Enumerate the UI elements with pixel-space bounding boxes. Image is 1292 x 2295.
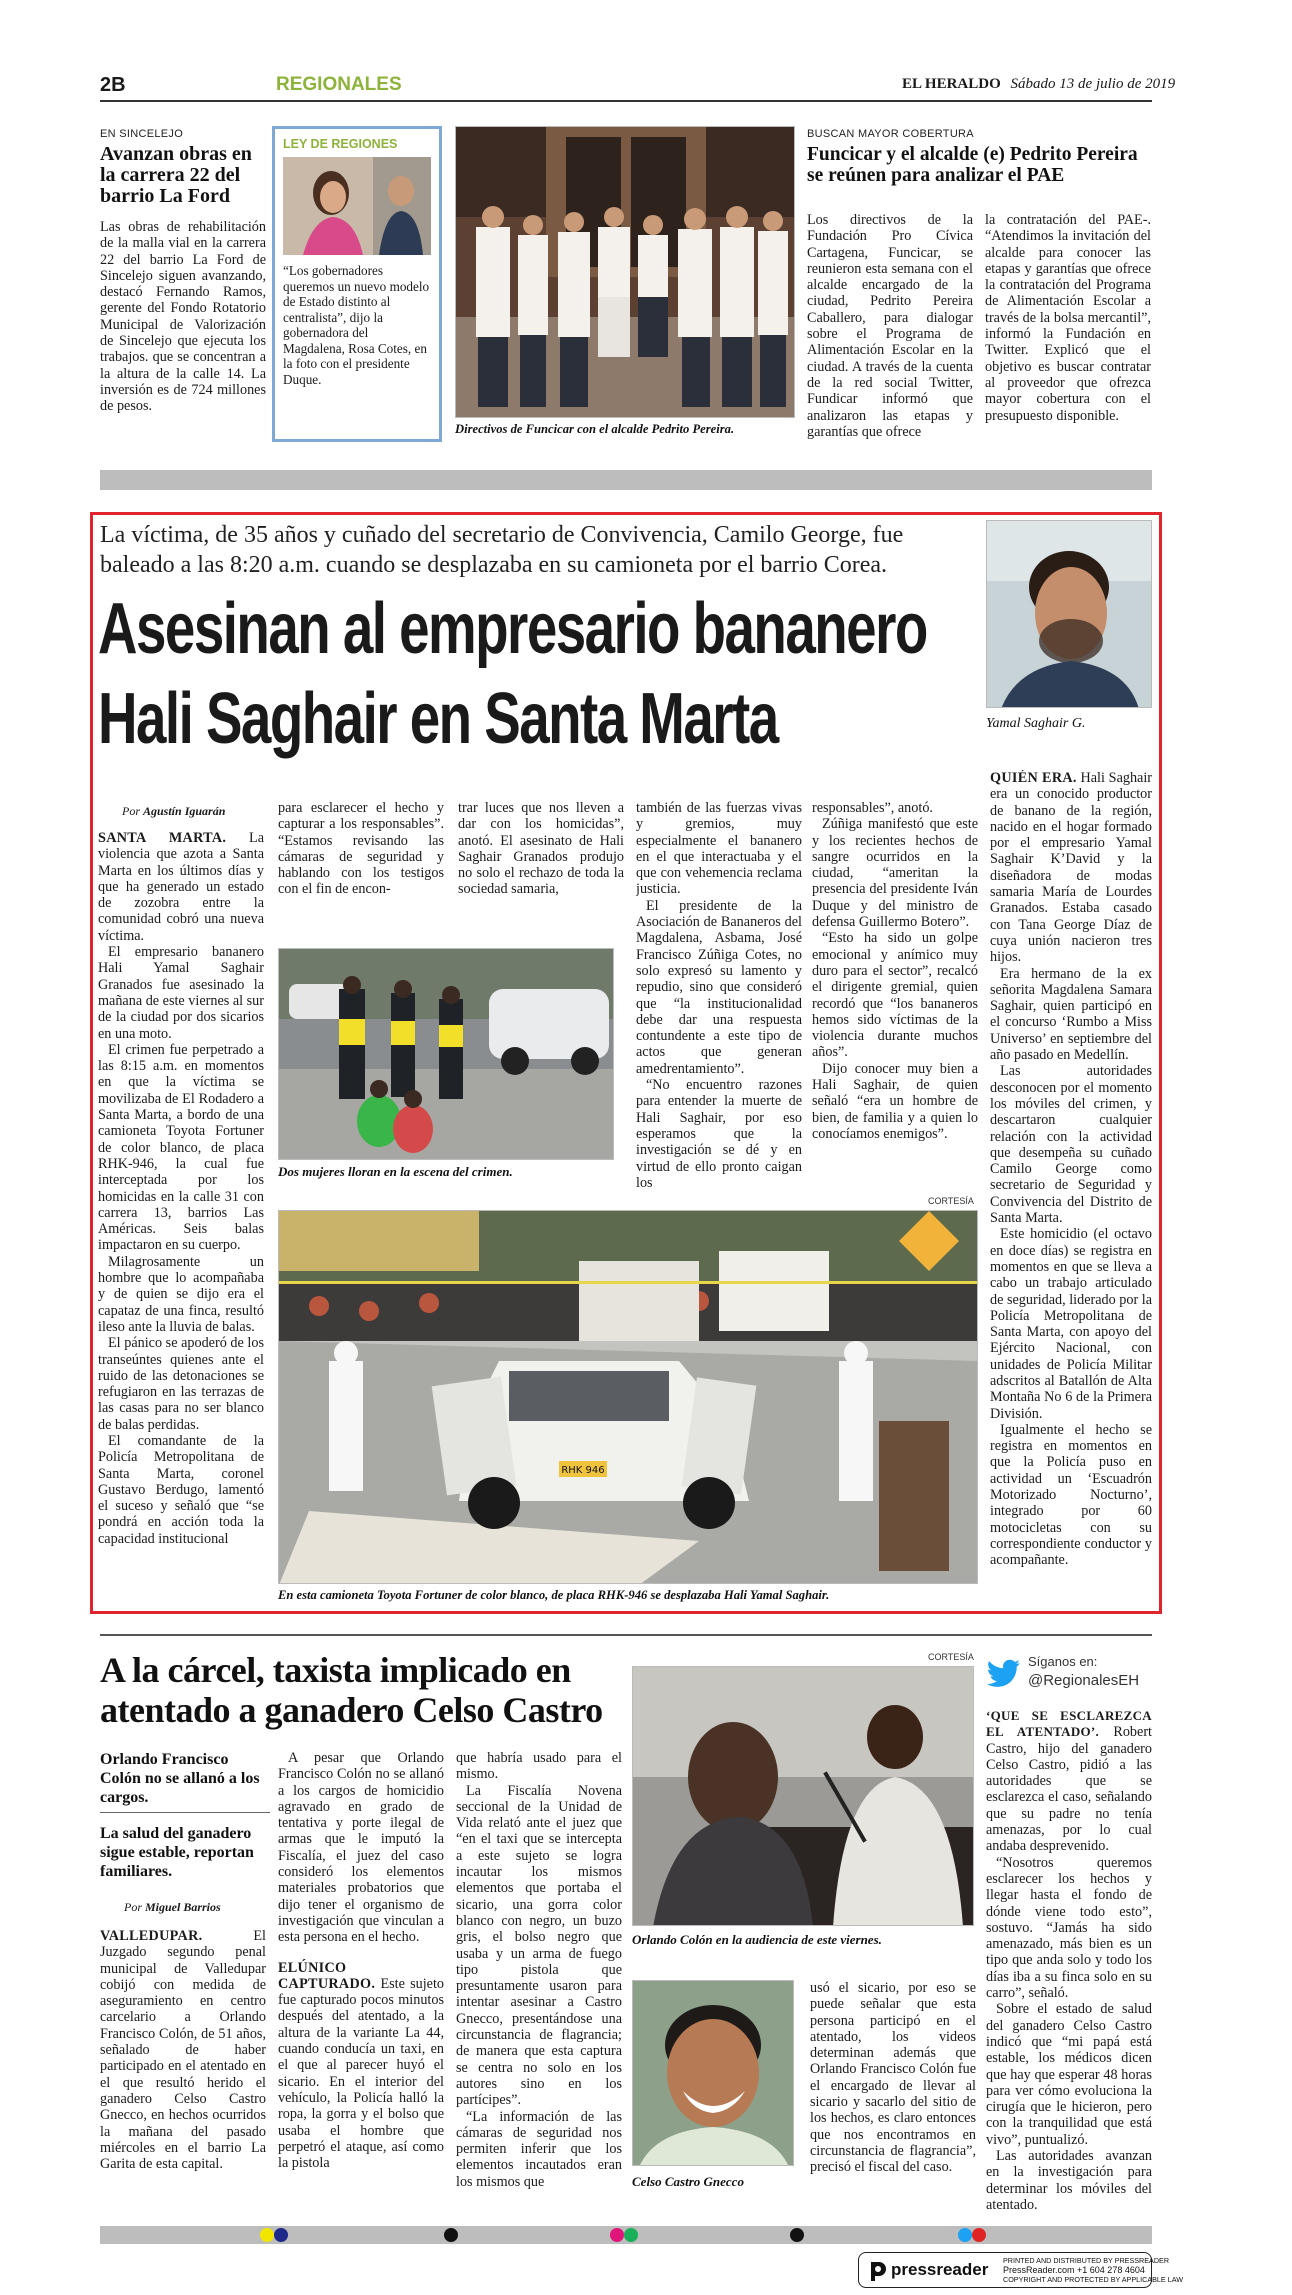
main-col5: [812, 800, 978, 1200]
twitter-handle[interactable]: @RegionalesEH: [1028, 1672, 1140, 1689]
photo2-caption: En esta camioneta Toyota Fortuner de color blanco, de placa RHK-946 se desplazaba Hali Yamal Saghair.: [278, 1588, 830, 1602]
main-col6: [990, 770, 1152, 1606]
headline: Avanzan obras en la carrera 22 del barrio La Ford: [100, 143, 252, 207]
paragraph: El empresario bananero Hali Yamal Saghair Granados fue asesinado la mañana de este viernes al sur de la ciudad por dos sicarios en una moto.: [98, 944, 264, 1042]
bottom-headline: [100, 1650, 660, 1730]
paragraph: responsables”, anotó.: [812, 800, 933, 816]
reg-dot: [972, 2228, 986, 2242]
box-label: LEY DE REGIONES: [283, 137, 398, 151]
byline-prefix: Por: [122, 804, 140, 818]
main-col1: [98, 830, 264, 1606]
paragraph: “Nosotros queremos esclarecer los hechos y llegar hasta el fondo de dónde viene todo esto”, sostuvo. “Jamás ha sido amenazado, más bien es un tipo que anda solo y todo los días iba a su finca solo en su carro”, señaló.: [986, 1854, 1152, 2002]
registration-marks: [100, 2228, 1152, 2242]
paragraph: Sobre el estado de salud del ganadero Celso Castro indicó que “mi papá está estable, los médicos dicen que hay que esperar 48 horas para ver cómo evoluciona la cirugía que le hicieron, pero con la tranquilidad que está vivo”, puntualizó.: [986, 2001, 1152, 2148]
subhead-1: Orlando Francisco Colón no se allanó a los cargos.: [100, 1751, 260, 1806]
governor-photo: [283, 157, 431, 255]
bottom-col3: [456, 1750, 622, 2218]
issue-date: Sábado 13 de julio de 2019: [1010, 76, 1176, 92]
license-plate: RHK 946: [561, 1465, 605, 1476]
twitter-bird-icon: [986, 1658, 1022, 1688]
subhead: QUIÉN ERA.: [990, 770, 1077, 786]
headline-line1: A la cárcel, taxista implicado en: [100, 1650, 571, 1690]
portrait-caption: Yamal Saghair G.: [986, 716, 1086, 731]
dateline: SANTA MARTA.: [98, 830, 227, 846]
paragraph: Dijo conocer muy bien a Hali Saghair, de quien señaló “era un hombre de bien, de familia y a quien lo conocíamos enemigos”.: [812, 1060, 978, 1142]
celso-portrait: [632, 1980, 794, 2166]
hearing-photo-caption: Orlando Colón en la audiencia de este viernes.: [632, 1932, 882, 1947]
bottom-photo-credit: CORTESÍA: [928, 1652, 974, 1662]
bottom-col4: usó el sicario, por eso se puede señalar que esta persona participó en el atentado, los videos determinan además que Orlando Francisco Colón fue el encargado de llevar al sicario y sacarlo del sitio de los hechos, es claro entonces que nos encontramos en circunstancia de flagrancia”, precisó el fiscal del caso.: [810, 1980, 976, 2176]
paragraph: Robert Castro, hijo del ganadero Celso Castro, pidió a las autoridades que se esclarezca el caso, señalando que su padre no tenía amenazas, por lo cual andaba desprevenido.: [986, 1724, 1152, 1855]
main-byline: [122, 804, 225, 819]
victim-portrait: [986, 520, 1152, 708]
bottom-col1: [100, 1928, 266, 2218]
main-col3: trar luces que nos lleven a dar con los homicidas”, anotó. El asesinato de Hali Saghair Granados produjo no solo el rechazo de toda la sociedad samaria,: [458, 800, 624, 898]
victim-portrait-image: [987, 521, 1152, 708]
main-deck: La víctima, de 35 años y cuñado del secretario de Convivencia, Camilo George, fue baleado a las 8:20 a.m. cuando se desplazaba en su camioneta por el barrio Corea.: [100, 522, 904, 578]
paragraph: Zúñiga manifestó que este y los recientes hechos de sangre ocurridos en la ciudad, “ameritan la presencia del presidente Iván Duque y del ministro de defensa Guillermo Botero”.: [812, 816, 978, 931]
main-col4: [636, 800, 802, 1200]
celso-portrait-caption: Celso Castro Gnecco: [632, 2174, 744, 2189]
paragraph: El pánico se apoderó de los transeúntes quienes ante el ruido de las detonaciones se refugiaron en las terrazas de las casas para no ser blanco de balas perdidas.: [98, 1335, 264, 1433]
paragraph: Este homicidio (el octavo en doce días) se registra en momentos en que se lleva a cabo un trabajo articulado de seguridad, liderado por la Policía Metropolitana de Santa Marta, con apoyo del Ejército Nacional, con unidades de Policía Militar adscritos al Batallón de Alta Montaña No 6 de la Primera División.: [990, 1226, 1152, 1422]
photo-caption: Directivos de Funcicar con el alcalde Pedrito Pereira.: [455, 422, 735, 436]
reg-dot: [624, 2228, 638, 2242]
hearing-photo: [632, 1666, 974, 1926]
section-divider: [100, 470, 1152, 490]
paragraph: Era hermano de la ex señorita Magdalena Samara Saghair, quien participó en el concurso ‘Rumbo a Miss Universo’ en septiembre del año pasado en Medellín.: [990, 965, 1152, 1064]
paragraph: “Esto ha sido un golpe emocional y anímico muy duro para el sector”, recalcó el dirigente gremial, quien recordó que “los bananeros hemos sido víctimas de la violencia durante muchos años”.: [812, 930, 978, 1061]
paragraph: A pesar que Orlando Francisco Colón no se allanó a los cargos de homicidio agravado en grado de tentativa y porte ilegal de armas que le imputó la Fiscalía, el juez del caso consideró los elementos materiales probatorios que dijo tener el organismo de investigación que vinculan a esta persona en el hecho.: [278, 1750, 444, 1946]
vehicle-photo: [278, 1210, 978, 1584]
paper-name: EL HERALDO: [902, 76, 1001, 92]
pressreader-line2: PressReader.com +1 604 278 4604: [1003, 2264, 1145, 2275]
paragraph: El crimen fue perpetrado a las 8:15 a.m. en momentos en que la víctima se movilizaba de El Rodadero a Santa Marta, a bordo de una camioneta Toyota Fortuner de color blanco, de placa RHK-946, la cual fue interceptada por los homicidas en la calle 31 con carrera 13, barrios Las Américas. Seis balas impactaron en su cuerpo.: [98, 1041, 264, 1254]
reg-dot: [444, 2228, 458, 2242]
pressreader-logo-icon: [867, 2260, 887, 2282]
reg-dot: [610, 2228, 624, 2242]
subhead-divider: [100, 1812, 270, 1813]
paragraph: El presidente de la Asociación de Bananeros del Magdalena, Asbama, José Francisco Zúñiga Cotes, no solo expresó su lamento y repudio, sino que consideró que “la institucionalidad debe dar una respuesta contundente a este tipo de actos que generan amedrentamiento”.: [636, 897, 802, 1077]
bottom-byline: [124, 1900, 221, 1915]
funcicar-photo: [455, 126, 795, 418]
paragraph: Igualmente el hecho se registra en momentos en que la Policía puso en actividad un ‘Escuadrón Motorizado Nocturno’, integrado por 60 motocicletas con su correspondiente conductor y acompañante.: [990, 1421, 1152, 1569]
paragraph: que habría usado para el mismo.: [456, 1750, 622, 1783]
paragraph: “No encuentro razones para entender la muerte de Hali Saghair, por eso esperamos que la investigación se dé y en virtud de ello pronto caigan los: [636, 1077, 802, 1191]
vehicle-photo-image: [279, 1211, 978, 1584]
main-headline-line1: Asesinan al empresario bananero: [98, 589, 927, 669]
paragraph: Hali Saghair era un conocido productor de banano de la región, nacido en el hogar formado por el empresario Yamal Saghair K’David y la diseñadora de modas samaria María de Lourdes Granados. Estaba casado con Tana George Díaz de cuya unión nacieron tres hijos.: [990, 770, 1152, 966]
headline: Funcicar y el alcalde (e) Pedrito Pereira se reúnen para analizar el PAE: [807, 144, 1138, 186]
paragraph: también de las fuerzas vivas y gremios, muy especialmente el bananero en el que interactuaba y el que con vehemencia reclama justicia.: [636, 800, 802, 898]
reg-dot: [790, 2228, 804, 2242]
celso-portrait-image: [633, 1981, 794, 2166]
reg-dot: [274, 2228, 288, 2242]
paragraph: El Juzgado segundo penal municipal de Valledupar cobijó con medida de aseguramiento en centro carcelario a Orlando Francisco Colón, de 51 años, señalado de haber participado en el atentado en el que resultó herido el ganadero Celso Castro Gnecco, en hechos ocurridos la mañana del pasado miércoles en el barrio La Garita de esta capital.: [100, 1928, 266, 2173]
subhead-2: La salud del ganadero sigue estable, reportan familiares.: [100, 1825, 254, 1880]
pressreader-badge[interactable]: [858, 2252, 1184, 2288]
crime-scene-photo-image: [279, 949, 614, 1160]
bottom-top-rule: [100, 1634, 1152, 1636]
kicker: EN SINCELEJO: [100, 128, 184, 140]
paragraph: La violencia que azota a Santa Marta en los últimos días y que ha generado un estado de zozobra entre la comunidad cobró una nueva víctima.: [98, 830, 264, 944]
main-col2: para esclarecer el hecho y capturar a los responsables”. “Estamos revisando las cámaras de seguridad y hablando con los testigos con el fin de encon-: [278, 800, 444, 898]
governor-photo-image: [283, 157, 431, 255]
reg-dot: [958, 2228, 972, 2242]
twitter-label: Síganos en:: [1028, 1654, 1098, 1669]
top-story-funcicar: [807, 128, 1152, 440]
section-name: REGIONALES: [276, 74, 402, 95]
paragraph: “La información de las cámaras de seguridad nos permiten inferir que los elementos incautados eran los mismos que: [456, 2108, 622, 2190]
paragraph: La Fiscalía Novena seccional de la Unidad de Vida relató ante el juez que “en el taxi que se intercepta a este sujeto se logra incautar los mismos elementos que portaba el sicario, una gorra color blanco con negro, un buzo gris, el bolso negro que usaba y un arma de fuego tipo pistola que presuntamente usaron para intentar asesinar a Castro Gnecco, presentándose una circunstancia de flagrancia; de manera que esta captura se centra no solo en los autores sino en los partícipes”.: [456, 1782, 622, 2109]
paragraph: Las autoridades avanzan en la investigación para determinar los móviles del atentado.: [986, 2148, 1152, 2213]
pressreader-info: [1003, 2256, 1183, 2285]
subhead: ‘QUE SE ESCLAREZCA EL ATENTADO’.: [986, 1708, 1152, 1740]
article-body-col1: Los directivos de la Fundación Pro Cívica Cartagena, Funcicar, se reunieron esta semana con el alcalde encargado de la ciudad, Pedrito Pereira Caballero, para dialogar sobre el Programa de Alimentación Escolar en la ciudad. A través de la cuenta de la red social Twitter, Fundicar informó que analizaron las etapas y garantías que ofrece: [807, 212, 973, 440]
paragraph: Las autoridades desconocen por el momento los móviles del crimen, y descartaron cualquier relación con la actividad que desempeña su cuñado Camilo George como secretario de Seguridad y Convivencia del Distrito de Santa Marta.: [990, 1063, 1152, 1227]
bottom-col5: [986, 1708, 1152, 2218]
article-body-col2: la contratación del PAE-. “Atendimos la invitación del alcalde para conocer las etapas y garantías que ofrece la contratación del Programa de Alimentación Escolar a través de la bolsa mercantil”, informó la Fundación en Twitter. Explicó que el objetivo es buscar contratar al proveedor que ofrezca mayor cobertura con el presupuesto disponible.: [985, 212, 1151, 424]
top-photo-block: [455, 126, 795, 437]
pressreader-wordmark: pressreader: [891, 2260, 989, 2279]
paragraph: Milagrosamente un hombre que lo acompañaba y de quien se dijo era el capataz de una finca, resultó ileso ante la lluvia de balas.: [98, 1253, 264, 1335]
paragraph: El comandante de la Policía Metropolitana de Santa Marta, coronel Gustavo Berdugo, lamentó el suceso y señaló que “se pondrá en acción toda la capacidad institucional: [98, 1432, 264, 1547]
header-rule: [100, 100, 1152, 102]
funcicar-photo-image: [456, 127, 795, 418]
pressreader-line3: COPYRIGHT AND PROTECTED BY APPLICABLE LAW: [1003, 2275, 1184, 2285]
byline-name: Miguel Barrios: [145, 1900, 221, 1914]
dateline: VALLEDUPAR.: [100, 1928, 203, 1944]
box-quote: “Los gobernadores queremos un nuevo modelo de Estado distinto al centralista”, dijo la gobernadora del Magdalena, Rosa Cotes, en la foto con el presidente Duque.: [283, 263, 430, 387]
bottom-col2: [278, 1750, 444, 2218]
headline-line2: atentado a ganadero Celso Castro: [100, 1690, 603, 1730]
pressreader-line1: PRINTED AND DISTRIBUTED BY PRESSREADER: [1003, 2256, 1170, 2265]
photo2-credit: CORTESÍA: [928, 1196, 974, 1206]
crime-scene-photo: [278, 948, 614, 1160]
top-story-sincelejo: [100, 128, 266, 435]
paragraph: Este sujeto fue capturado pocos minutos después del atentado, a la altura de la variante La 44, cuando conducía un taxi, en el que al parecer huyó el sicario. En el interior del vehículo, la Policía halló la ropa, la gorra y el bolso que usaba el hombre que perpetró el ataque, así como la pistola: [278, 1975, 444, 2172]
subhead: ELÚNICO CAPTURADO.: [278, 1959, 376, 1992]
article-body: Las obras de rehabilitación de la malla vial en la carrera 22 del barrio La Ford de Sincelejo siguen avanzando, destacó Fernando Ramos, gerente del Fondo Rotatorio Municipal de Valorización de Sincelejo que ejecuta los trabajos. que se concentran a la altura de la calle 14. La inversión es de 724 millones de pesos.: [100, 219, 266, 415]
photo1-caption: Dos mujeres lloran en la escena del crimen.: [278, 1164, 513, 1179]
reg-dot: [260, 2228, 274, 2242]
hearing-photo-image: [633, 1667, 974, 1926]
masthead: [902, 76, 1175, 93]
twitter-follow[interactable]: [986, 1652, 1152, 1696]
main-headline-line2: Hali Saghair en Santa Marta: [98, 679, 778, 759]
page-number: 2B: [100, 74, 126, 96]
byline-prefix: Por: [124, 1900, 142, 1914]
ley-regiones-box: [272, 126, 442, 442]
kicker: BUSCAN MAYOR COBERTURA: [807, 128, 974, 140]
byline-name: Agustín Iguarán: [143, 804, 226, 818]
